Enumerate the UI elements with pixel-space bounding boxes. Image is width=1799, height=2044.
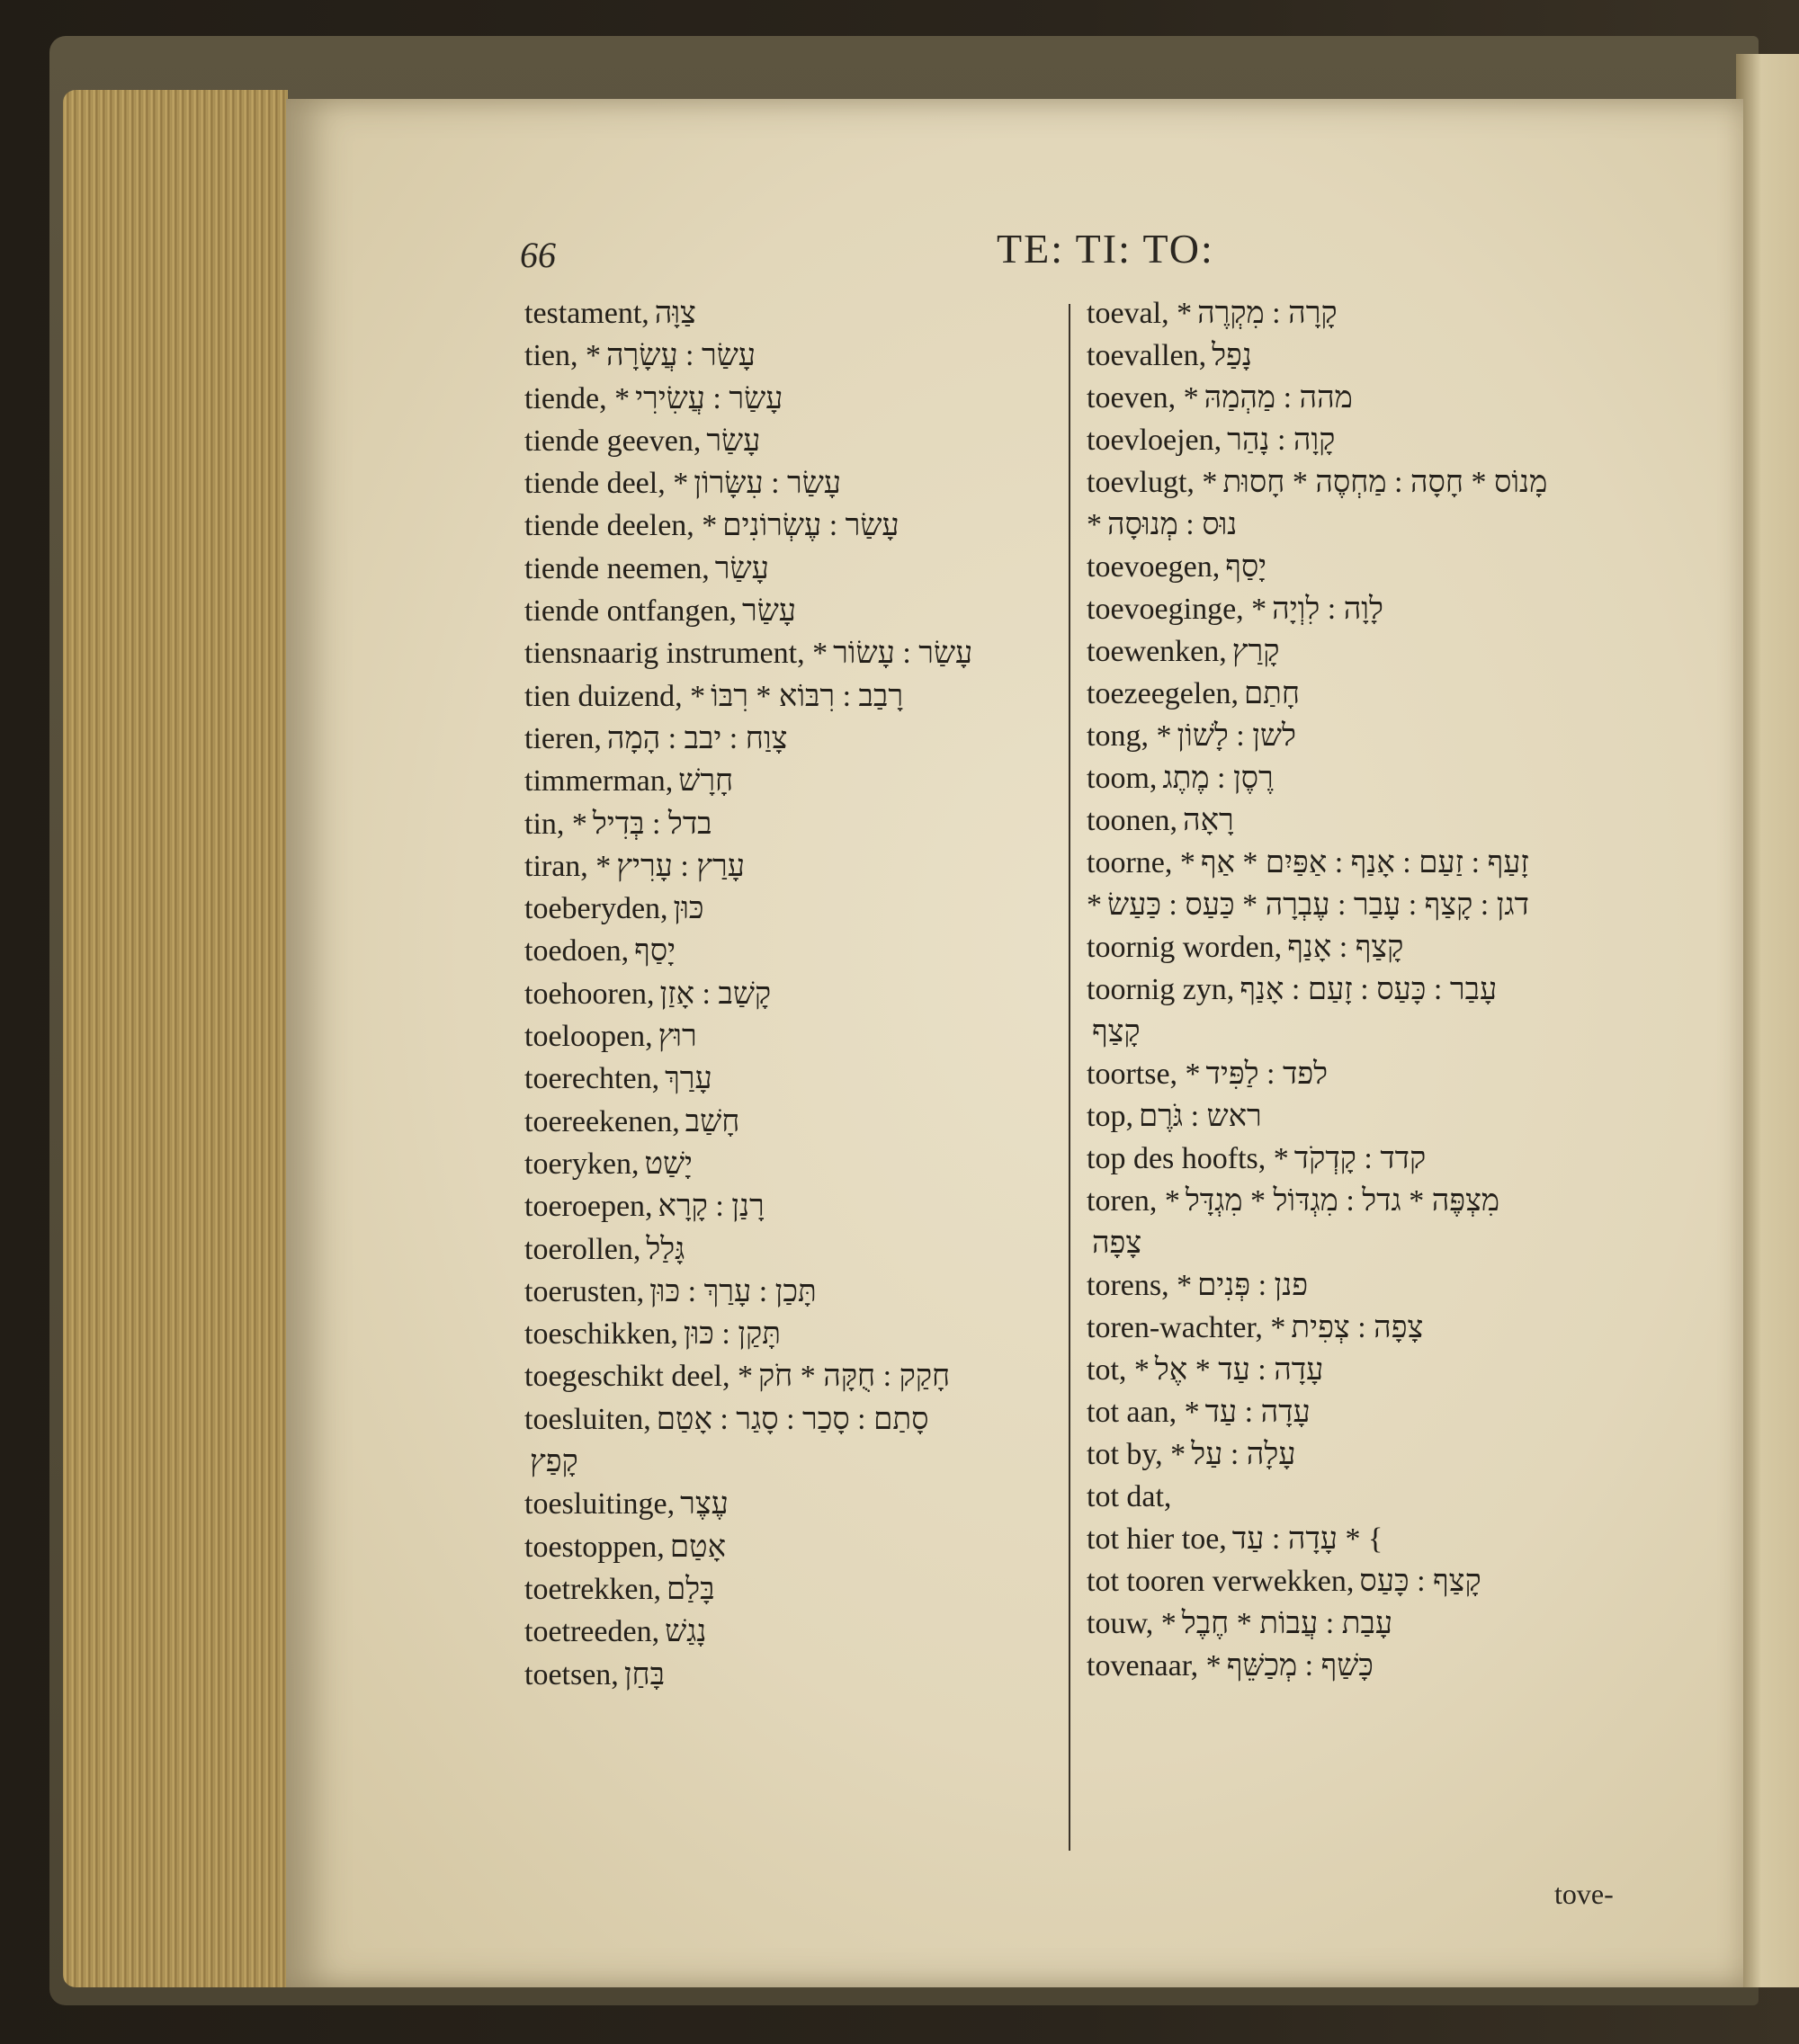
dictionary-entry [524, 335, 1037, 377]
dictionary-entry [524, 845, 1037, 888]
entry-headword: tiensnaarig instrument, * [524, 637, 828, 671]
entry-headword: tong, * [1087, 719, 1172, 753]
entry-hebrew: } * עָדָה : עַד [1231, 1522, 1383, 1556]
entry-hebrew: בָּלַם [667, 1572, 715, 1606]
dictionary-entry [524, 888, 1037, 930]
dictionary-entry [1087, 1095, 1608, 1138]
dictionary-entry [1087, 757, 1608, 799]
entry-hebrew: קָוָה : נָהַר [1227, 424, 1336, 457]
entry-hebrew: קָרָה : מִקְרֶה [1197, 297, 1338, 330]
dictionary-entry [524, 590, 1037, 632]
entry-hebrew: יָסַף [1225, 550, 1267, 584]
dictionary-entry [1087, 1307, 1608, 1349]
entry-hebrew: רָבַב : רִבּוֹא * רִבּוֹ [711, 679, 904, 713]
entry-hebrew: עָרַךְ [665, 1062, 712, 1096]
entry-headword: toevloejen, [1087, 424, 1222, 457]
entry-hebrew: יָשַׁט [644, 1147, 693, 1181]
entry-hebrew: עָשַׂר : עִשָּׂרוֹן [694, 467, 842, 501]
dictionary-entry [1087, 546, 1608, 588]
entry-headword: toesluiten, [524, 1402, 651, 1436]
entry-hebrew: בדל : בְּדִיל [592, 807, 712, 841]
entry-headword: tot tooren verwekken, [1087, 1565, 1355, 1598]
entry-headword: toren, * [1087, 1184, 1180, 1218]
entry-headword: torens, * [1087, 1269, 1193, 1302]
dictionary-entry [524, 504, 1037, 547]
dictionary-entry [1087, 461, 1608, 504]
entry-hebrew: עָבַת : עֲבוֹת * חֶבֶל [1181, 1607, 1393, 1640]
dictionary-entry [524, 1058, 1037, 1100]
entry-hebrew: רָאָה [1183, 804, 1234, 837]
entry-headword: tot aan, * [1087, 1396, 1200, 1429]
entry-hebrew: רָנַן : קָרָא [658, 1190, 765, 1224]
entry-headword: tot hier toe, [1087, 1522, 1227, 1556]
entry-hebrew: כּוּן [673, 892, 704, 926]
entry-hebrew: מהה : מַהְמַהּ [1204, 381, 1353, 415]
right-column [1087, 292, 1608, 1687]
entry-headword: tin, * [524, 807, 587, 841]
entry-headword: toren-wachter, * [1087, 1311, 1286, 1344]
dictionary-entry [524, 1271, 1037, 1313]
dictionary-entry [1087, 1138, 1608, 1180]
dictionary-entry [524, 675, 1037, 718]
entry-hebrew: עָדָה : עַד [1204, 1396, 1311, 1429]
left-column [524, 292, 1037, 1696]
entry-headword: tiende geeven, [524, 424, 702, 458]
entry-headword: toetrekken, [524, 1572, 661, 1606]
dictionary-entry [524, 378, 1037, 420]
dictionary-page [286, 99, 1743, 1987]
entry-headword: tien duizend, * [524, 679, 706, 713]
entry-hebrew: דגן : קָצַף : עָבַר : עֶבְרָה * כַּעַס : כַּעַשׂ [1107, 888, 1529, 922]
entry-headword: tiran, * [524, 849, 612, 883]
entry-headword: touw, * [1087, 1607, 1177, 1640]
dictionary-entry [1087, 1180, 1608, 1222]
dictionary-entry [1087, 292, 1608, 335]
entry-headword: toeval, * [1087, 297, 1193, 330]
dictionary-entry [1087, 1645, 1608, 1687]
page-block-edge [63, 90, 288, 1987]
dictionary-entry [524, 930, 1037, 972]
entry-hebrew: תָּכַן : עָרַךְ : כּוּן [649, 1274, 817, 1308]
entry-hebrew: נוּס : מְנוּסָה [1107, 508, 1238, 541]
dictionary-entry [1087, 968, 1608, 1011]
dictionary-entry [1087, 1433, 1608, 1476]
entry-headword: toom, [1087, 762, 1158, 795]
dictionary-entry [1087, 1560, 1608, 1602]
entry-hebrew: קָצַף : אָנַף [1287, 931, 1404, 964]
entry-headword: toezeegelen, [1087, 677, 1239, 710]
entry-hebrew: מִצְפֶּה * גדל : מִגְדּוֹל * מִגְדָּל [1185, 1184, 1500, 1218]
dictionary-entry [1087, 1222, 1608, 1264]
entry-hebrew: עָשַׂר [714, 551, 769, 585]
entry-headword: timmerman, [524, 764, 674, 799]
entry-headword: tot by, * [1087, 1438, 1186, 1471]
entry-hebrew: חָשַׁב [685, 1104, 740, 1138]
entry-headword: tiende deelen, * [524, 509, 718, 543]
entry-headword: toeroepen, [524, 1190, 653, 1224]
entry-hebrew: סָתַם : סָכַר : סָגַר : אָטַם [656, 1402, 929, 1436]
dictionary-entry [1087, 588, 1608, 630]
entry-headword: tiende, * [524, 381, 631, 415]
dictionary-entry [1087, 1011, 1608, 1053]
dictionary-entry [524, 292, 1037, 335]
entry-headword: toesluitinge, [524, 1487, 676, 1522]
entry-hebrew: גָּלַל [646, 1232, 685, 1266]
entry-headword: toeryken, [524, 1147, 640, 1181]
dictionary-entry [1087, 630, 1608, 673]
dictionary-entry [524, 1654, 1037, 1696]
entry-headword: tiende ontfangen, [524, 594, 738, 629]
dictionary-entry [1087, 1264, 1608, 1307]
entry-hebrew: חָקַק : חֻקָּה * חֹק [757, 1360, 951, 1394]
entry-hebrew: בָּחַן [623, 1657, 665, 1691]
entry-headword: toerusten, [524, 1274, 645, 1308]
entry-hebrew: תָּקַן : כּוּן [683, 1317, 781, 1352]
entry-hebrew: צָפָה : צְפִית [1291, 1311, 1424, 1344]
entry-headword: toerollen, [524, 1232, 641, 1266]
dictionary-entry [1087, 926, 1608, 968]
running-head: TE: TI: TO: [997, 226, 1214, 272]
dictionary-entry [1087, 673, 1608, 715]
dictionary-entry [1087, 419, 1608, 461]
dictionary-entry [524, 632, 1037, 674]
dictionary-entry [1087, 1518, 1608, 1560]
entry-hebrew: קדד : קָדְקֹד [1293, 1142, 1427, 1175]
entry-hebrew: אָטַם [669, 1530, 726, 1564]
entry-hebrew: כָּשַׁף : מְכַשֵּׁף [1226, 1649, 1374, 1683]
entry-hebrew: נָפַל [1212, 339, 1252, 372]
dictionary-entry [1087, 884, 1608, 926]
dictionary-entry [524, 548, 1037, 590]
entry-headword: toorne, * [1087, 846, 1195, 879]
dictionary-entry [524, 760, 1037, 802]
entry-headword: * [1087, 888, 1102, 922]
entry-headword: toeloopen, [524, 1020, 653, 1054]
dictionary-entry [1087, 335, 1608, 377]
entry-hebrew: עֶצֶר [680, 1487, 729, 1522]
entry-headword: toortse, * [1087, 1058, 1201, 1091]
entry-hebrew: עָשַׂר : עֲשִׂירִי [635, 381, 783, 415]
dictionary-entry [1087, 1349, 1608, 1391]
entry-hebrew: זָעַף : זַעַם : אָנַף : אַפַּיִם * אַף [1200, 846, 1529, 879]
entry-hebrew: קָרַץ [1231, 635, 1280, 668]
entry-headword: tieren, [524, 721, 602, 755]
entry-headword: toonen, [1087, 804, 1178, 837]
entry-hebrew: פנן : פְּנִים [1197, 1269, 1309, 1302]
dictionary-entry [1087, 1391, 1608, 1433]
entry-hebrew: קָפַץ [530, 1445, 578, 1479]
entry-hebrew: מָנוֹס * חָסָה : מַחְסֶה * חָסוּת [1222, 466, 1548, 499]
dictionary-entry [524, 1526, 1037, 1568]
entry-hebrew: צָפָה [1092, 1227, 1142, 1260]
entry-hebrew: עָשַׂר [742, 594, 797, 629]
entry-headword: toegeschikt deel, * [524, 1360, 753, 1394]
entry-headword: tiende deel, * [524, 467, 689, 501]
entry-hebrew: קָשַׁב : אָזַן [659, 977, 772, 1011]
entry-headword: toevoegen, [1087, 550, 1221, 584]
dictionary-entry [1087, 1476, 1608, 1518]
entry-hebrew: צַוָּה [654, 297, 696, 330]
entry-hebrew: עָדָה : עַד * אֶל [1154, 1353, 1324, 1387]
entry-hebrew: לשן : לָשׁוֹן [1177, 719, 1296, 753]
dictionary-entry [1087, 377, 1608, 419]
entry-headword: toeven, * [1087, 381, 1199, 415]
dictionary-entry [524, 803, 1037, 845]
entry-hebrew: צָוַח : יבב : הָמָה [606, 721, 788, 755]
entry-headword: toetsen, [524, 1657, 619, 1691]
entry-headword: tovenaar, * [1087, 1649, 1222, 1683]
dictionary-entry [524, 1568, 1037, 1611]
dictionary-entry [1087, 799, 1608, 842]
dictionary-entry [524, 462, 1037, 504]
entry-hebrew: עָשַׂר : עָשׂוֹר [833, 637, 973, 671]
entry-hebrew: עָלָה : עַל [1191, 1438, 1296, 1471]
dictionary-entry [524, 1355, 1037, 1397]
entry-headword: toedoen, [524, 934, 630, 968]
dictionary-entry [1087, 504, 1608, 546]
entry-hebrew: קָצַף [1092, 1015, 1141, 1049]
entry-hebrew: לָוָה : לִוְיָה [1272, 593, 1383, 626]
entry-headword: toevallen, [1087, 339, 1207, 372]
dictionary-entry [1087, 1602, 1608, 1645]
entry-hebrew: חָתַם [1243, 677, 1301, 710]
entry-hebrew: עָבַר : כָּעַס : זָעַם : אָנַף [1240, 973, 1498, 1006]
entry-headword: toeschikken, [524, 1317, 678, 1352]
entry-hebrew: עָשַׂר [706, 424, 761, 458]
entry-headword: tiende neemen, [524, 551, 710, 585]
entry-hebrew: עָשַׂר : עֶשְׂרוֹנִים [722, 509, 900, 543]
entry-headword: toewenken, [1087, 635, 1227, 668]
dictionary-entry [524, 1398, 1037, 1441]
entry-hebrew: רוּץ [658, 1020, 697, 1054]
dictionary-entry [524, 1441, 1037, 1483]
entry-headword: toereekenen, [524, 1104, 680, 1138]
dictionary-entry [524, 420, 1037, 462]
dictionary-entry [524, 718, 1037, 760]
entry-hebrew: קָצַף : כָּעַס [1359, 1565, 1481, 1598]
page-number: 66 [520, 235, 556, 275]
entry-headword: tot, * [1087, 1353, 1150, 1387]
entry-headword: toevlugt, * [1087, 466, 1218, 499]
dictionary-entry [1087, 1053, 1608, 1095]
entry-headword: toestoppen, [524, 1530, 665, 1564]
entry-hebrew: יָסַף [634, 934, 676, 968]
dictionary-entry [524, 1185, 1037, 1227]
entry-headword: toornig zyn, [1087, 973, 1235, 1006]
entry-headword: toornig worden, [1087, 931, 1283, 964]
dictionary-entry [1087, 842, 1608, 884]
entry-hebrew: רֶסֶן : מֶתֶג [1162, 762, 1274, 795]
entry-headword: toerechten, [524, 1062, 660, 1096]
dictionary-entry [524, 1313, 1037, 1355]
entry-hebrew: לפד : לַפִּיד [1205, 1058, 1329, 1091]
entry-headword: tot dat, [1087, 1480, 1172, 1513]
entry-headword: toevoeginge, * [1087, 593, 1267, 626]
facing-page-edge [1736, 54, 1799, 1987]
column-divider [1069, 304, 1070, 1851]
entry-headword: tien, * [524, 339, 601, 373]
entry-headword: toeberyden, [524, 892, 668, 926]
entry-hebrew: עָרַץ : עָרִיץ [616, 849, 745, 883]
entry-headword: toetreeden, [524, 1615, 660, 1649]
entry-hebrew: נָגַשׁ [665, 1615, 707, 1649]
catchword: tove- [1554, 1878, 1614, 1910]
dictionary-entry [524, 973, 1037, 1015]
entry-headword: top des hoofts, * [1087, 1142, 1289, 1175]
dictionary-entry [524, 1611, 1037, 1653]
dictionary-entry [524, 1228, 1037, 1271]
entry-hebrew: עָשַׂר : עֲשָׂרָה [605, 339, 756, 373]
dictionary-entry [524, 1101, 1037, 1143]
dictionary-entry [524, 1143, 1037, 1185]
dictionary-entry [524, 1015, 1037, 1058]
dictionary-entry [1087, 715, 1608, 757]
entry-headword: top, [1087, 1100, 1133, 1133]
entry-headword: testament, [524, 297, 649, 330]
entry-hebrew: חָרָשׁ [678, 764, 734, 799]
dictionary-entry [524, 1483, 1037, 1525]
entry-hebrew: ראש : גֹּרֶם [1138, 1100, 1262, 1133]
entry-headword: toehooren, [524, 977, 655, 1011]
entry-headword: * [1087, 508, 1102, 541]
